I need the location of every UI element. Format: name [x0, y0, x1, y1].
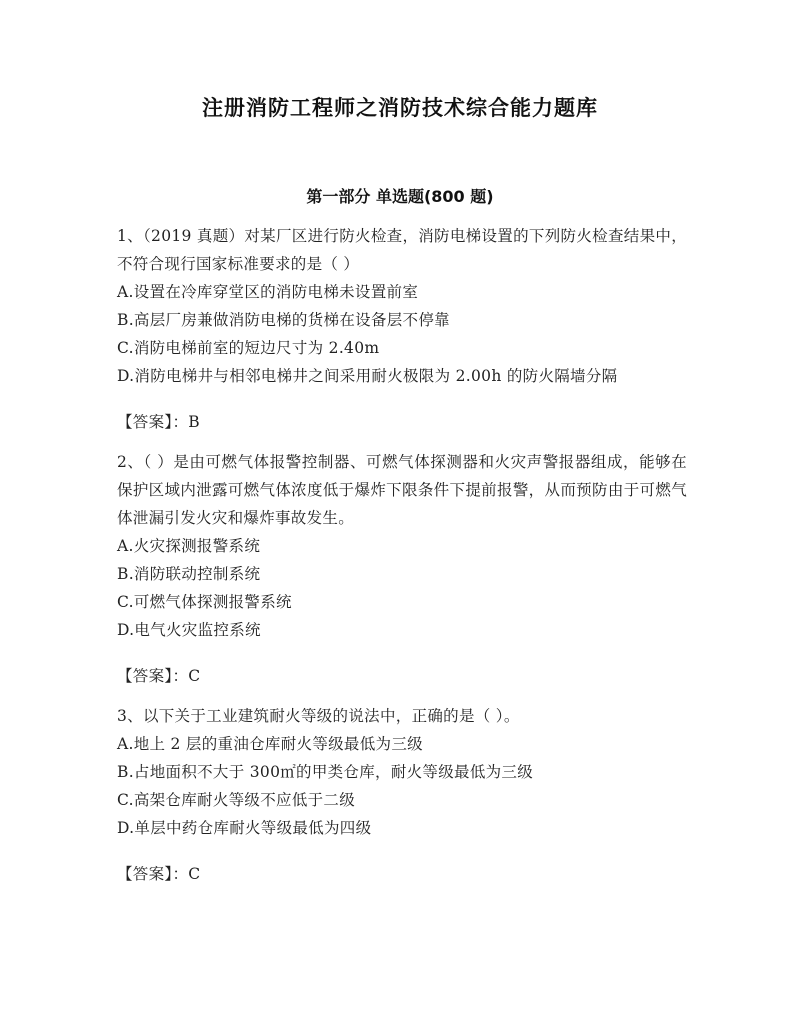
answer-label: 【答案】：: [117, 865, 189, 883]
answer-value: C: [188, 667, 201, 685]
option-b: B.占地面积不大于 300㎡的甲类仓库，耐火等级最低为三级: [117, 763, 534, 781]
answer-value: C: [188, 865, 201, 883]
answer-value: B: [188, 413, 200, 431]
question-stem: 2、（ ）是由可燃气体报警控制器、可燃气体探测器和火灾声警报器组成，能够在保护区域内泄露可燃气体浓度低于爆炸下限条件下提前报警，从而预防由于可燃气体泄漏引发火灾和爆炸事故发生。: [117, 453, 687, 527]
answer-label: 【答案】：: [117, 667, 189, 685]
answer-line: [117, 662, 687, 690]
section-title: 第一部分 单选题(800 题): [306, 187, 494, 206]
option-a: A.火灾探测报警系统: [117, 537, 261, 555]
option-c: C.高架仓库耐火等级不应低于二级: [117, 791, 356, 809]
option-d: D.消防电梯井与相邻电梯井之间采用耐火极限为 2.00h 的防火隔墙分隔: [117, 367, 618, 385]
option-a: A.地上 2 层的重油仓库耐火等级最低为三级: [117, 735, 423, 753]
question-stem: 1、（2019 真题）对某厂区进行防火检查，消防电梯设置的下列防火检查结果中，不符合现行国家标准要求的是（ ）: [117, 227, 687, 273]
option-b: B.高层厂房兼做消防电梯的货梯在设备层不停靠: [117, 311, 450, 329]
option-b: B.消防联动控制系统: [117, 565, 261, 583]
question-1: [117, 222, 687, 436]
answer-line: [117, 408, 687, 436]
document-title: 注册消防工程师之消防技术综合能力题库: [202, 96, 598, 120]
option-d: D.电气火灾监控系统: [117, 621, 261, 639]
option-d: D.单层中药仓库耐火等级最低为四级: [117, 819, 372, 837]
question-list: [117, 222, 687, 900]
answer-line: [117, 860, 687, 888]
question-2: [117, 448, 687, 690]
option-a: A.设置在冷库穿堂区的消防电梯未设置前室: [117, 283, 419, 301]
question-3: [117, 702, 687, 888]
question-stem: 3、以下关于工业建筑耐火等级的说法中，正确的是（ ）。: [117, 707, 520, 725]
option-c: C.可燃气体探测报警系统: [117, 593, 292, 611]
option-c: C.消防电梯前室的短边尺寸为 2.40m: [117, 339, 380, 357]
answer-label: 【答案】：: [117, 413, 189, 431]
